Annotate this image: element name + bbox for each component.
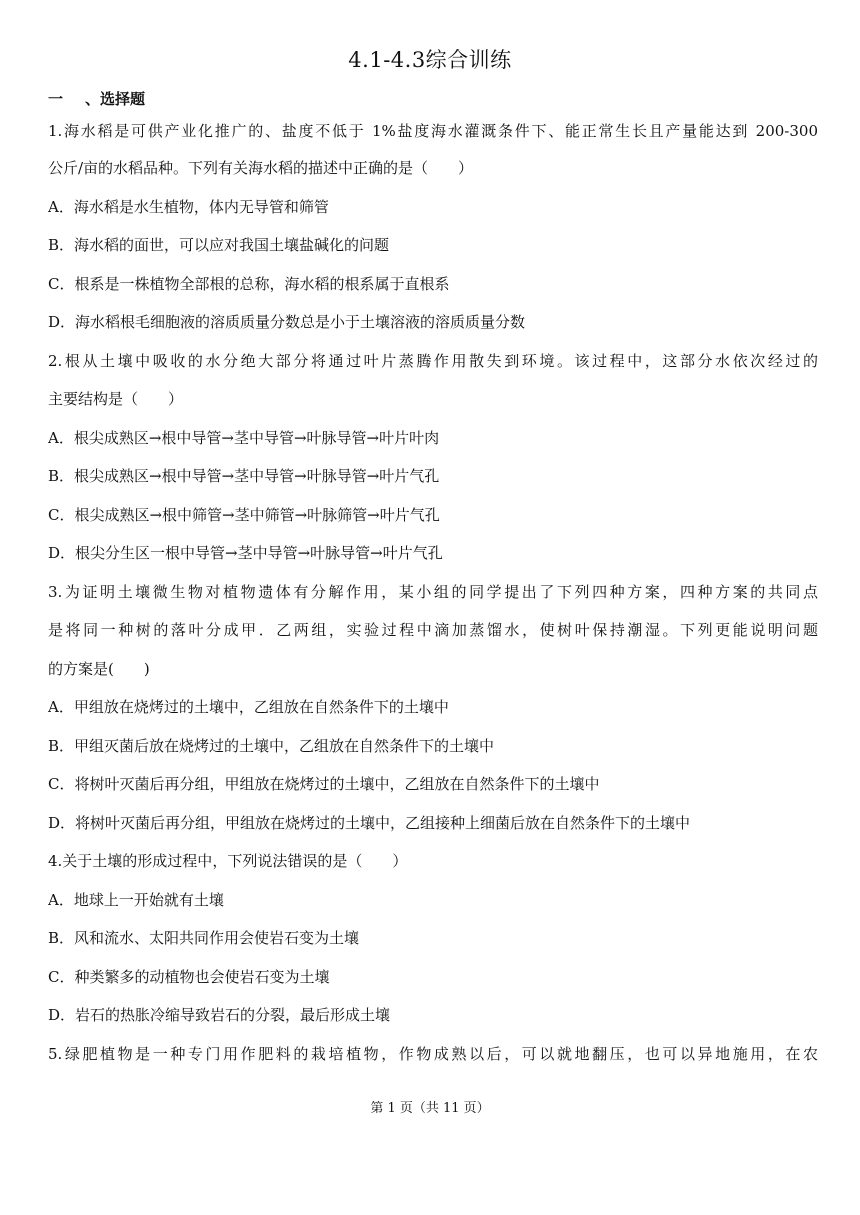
question-3-option-c: C．将树叶灭菌后再分组，甲组放在烧烤过的土壤中，乙组放在自然条件下的土壤中: [48, 775, 600, 793]
page-title: 4.1-4.3综合训练: [348, 48, 512, 72]
question-2-stem-line-2: 主要结构是（ ）: [48, 390, 184, 408]
question-1-option-a: A．海水稻是水生植物，体内无导管和筛管: [48, 198, 329, 216]
section-heading: [48, 88, 145, 109]
page-footer: 第 1 页（共 11 页）: [370, 1101, 490, 1116]
question-1-option-c: C．根系是一株植物全部根的总称，海水稻的根系属于直根系: [48, 275, 450, 293]
question-3-option-a: A．甲组放在烧烤过的土壤中，乙组放在自然条件下的土壤中: [48, 698, 449, 716]
section-number: 一: [48, 90, 64, 108]
question-3-stem-line-3: 的方案是( ): [48, 660, 150, 678]
section-label: 、选择题: [85, 90, 146, 108]
question-4-option-b: B．风和流水、太阳共同作用会使岩石变为土壤: [48, 929, 360, 947]
question-3-option-b: B．甲组灭菌后放在烧烤过的土壤中，乙组放在自然条件下的土壤中: [48, 737, 495, 755]
question-2-option-d: D．根尖分生区一根中导管→茎中导管→叶脉导管→叶片气孔: [48, 544, 443, 562]
question-4-option-d: D．岩石的热胀冷缩导致岩石的分裂，最后形成土壤: [48, 1006, 391, 1024]
question-4-option-c: C．种类繁多的动植物也会使岩石变为土壤: [48, 968, 330, 986]
question-4-option-a: A．地球上一开始就有土壤: [48, 891, 224, 909]
question-4-stem-line-1: 4.关于土壤的形成过程中，下列说法错误的是（ ）: [48, 852, 408, 870]
question-3-stem-line-2: 是将同一种树的落叶分成甲．乙两组，实验过程中滴加蒸馏水，使树叶保持潮湿。下列更能说明问题: [48, 621, 818, 639]
question-5-stem-line-1: 5.绿肥植物是一种专门用作肥料的栽培植物，作物成熟以后，可以就地翻压，也可以异地施用，在农: [48, 1045, 818, 1063]
question-1-option-d: D．海水稻根毛细胞液的溶质质量分数总是小于土壤溶液的溶质质量分数: [48, 313, 526, 331]
question-2-stem-line-1: 2.根从土壤中吸收的水分绝大部分将通过叶片蒸腾作用散失到环境。该过程中，这部分水依次经过的: [48, 352, 818, 370]
question-3-stem-line-1: 3.为证明土壤微生物对植物遗体有分解作用，某小组的同学提出了下列四种方案，四种方案的共同点: [48, 583, 818, 601]
question-1-stem-line-1: 1.海水稻是可供产业化推广的、盐度不低于 1%盐度海水灌溉条件下、能正常生长且产量能达到 200-300: [48, 122, 818, 140]
question-2-option-a: A．根尖成熟区→根中导管→茎中导管→叶脉导管→叶片叶肉: [48, 429, 440, 447]
question-3-option-d: D．将树叶灭菌后再分组，甲组放在烧烤过的土壤中，乙组接种上细菌后放在自然条件下的土壤中: [48, 814, 691, 832]
question-1-stem-line-2: 公斤/亩的水稻品种。下列有关海水稻的描述中正确的是（ ）: [48, 159, 474, 177]
question-1-option-b: B．海水稻的面世，可以应对我国土壤盐碱化的问题: [48, 236, 390, 254]
question-2-option-b: B．根尖成熟区→根中导管→茎中导管→叶脉导管→叶片气孔: [48, 467, 440, 485]
question-2-option-c: C．根尖成熟区→根中筛管→茎中筛管→叶脉筛管→叶片气孔: [48, 506, 440, 524]
